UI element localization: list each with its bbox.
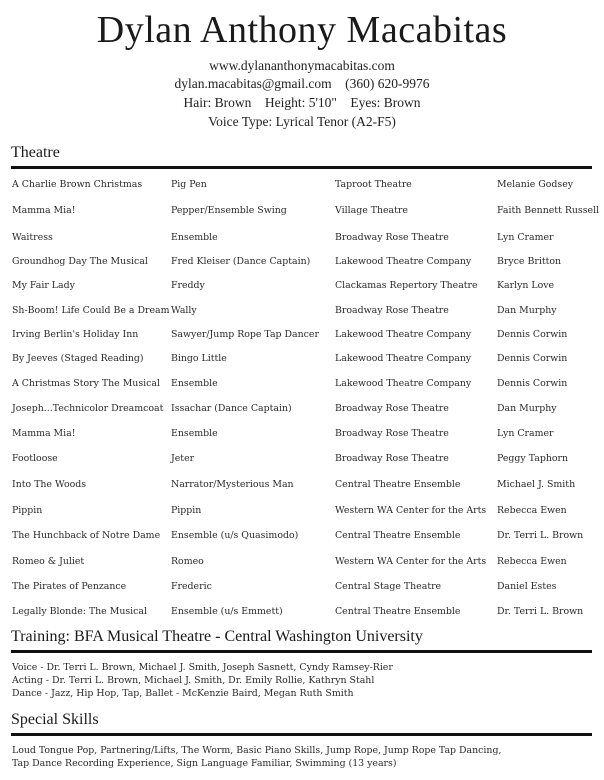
phone-number: (360) 620-9976 — [345, 76, 430, 91]
theatre-company: Taproot Theatre — [335, 179, 412, 190]
theatre-company: Central Theatre Ensemble — [335, 606, 461, 617]
show-title: Legally Blonde: The Musical — [12, 606, 147, 617]
show-title: Pippin — [12, 505, 43, 516]
theatre-company: Central Stage Theatre — [335, 581, 442, 592]
show-title: Waitress — [12, 232, 53, 243]
director: Daniel Estes — [497, 581, 557, 592]
skills-line: Tap Dance Recording Experience, Sign Language Familiar, Swimming (13 years) — [12, 758, 397, 769]
theatre-company: Lakewood Theatre Company — [335, 353, 472, 364]
role: Narrator/Mysterious Man — [171, 479, 294, 490]
director: Dan Murphy — [497, 403, 557, 414]
theatre-company: Lakewood Theatre Company — [335, 256, 472, 267]
director: Peggy Taphorn — [497, 453, 569, 464]
director: Melanie Godsey — [497, 179, 574, 190]
role: Wally — [171, 305, 197, 316]
skills-divider — [11, 733, 592, 736]
theatre-company: Western WA Center for the Arts — [335, 505, 487, 516]
role: Pippin — [171, 505, 202, 516]
theatre-company: Broadway Rose Theatre — [335, 428, 449, 439]
show-title: Mamma Mia! — [12, 428, 76, 439]
theatre-company: Lakewood Theatre Company — [335, 329, 472, 340]
email-phone-line — [0, 76, 604, 92]
theatre-company: Village Theatre — [335, 205, 408, 216]
role: Bingo Little — [171, 353, 227, 364]
theatre-company: Broadway Rose Theatre — [335, 403, 449, 414]
role: Frederic — [171, 581, 212, 592]
director: Bryce Britton — [497, 256, 562, 267]
theatre-divider — [11, 166, 592, 169]
training-heading: Training: BFA Musical Theatre - Central Washington University — [11, 628, 423, 645]
role: Romeo — [171, 556, 204, 567]
show-title: Footloose — [12, 453, 58, 464]
role: Jeter — [171, 453, 195, 464]
hair-color: Hair: Brown — [183, 95, 252, 110]
director: Dennis Corwin — [497, 353, 568, 364]
resume-name: Dylan Anthony Macabitas — [96, 9, 508, 51]
theatre-company: Central Theatre Ensemble — [335, 530, 461, 541]
stats-line — [0, 95, 604, 111]
director: Dr. Terri L. Brown — [497, 606, 584, 617]
show-title: Romeo & Juliet — [12, 556, 85, 567]
theatre-company: Central Theatre Ensemble — [335, 479, 461, 490]
director: Michael J. Smith — [497, 479, 576, 490]
show-title: A Christmas Story The Musical — [12, 378, 160, 389]
show-title: Into The Woods — [12, 479, 87, 490]
website-line — [0, 58, 604, 74]
theatre-company: Western WA Center for the Arts — [335, 556, 487, 567]
show-title: The Pirates of Penzance — [12, 581, 127, 592]
show-title: Irving Berlin's Holiday Inn — [12, 329, 139, 340]
director: Rebecca Ewen — [497, 505, 567, 516]
eye-color: Eyes: Brown — [350, 95, 421, 110]
role: Issachar (Dance Captain) — [171, 403, 292, 414]
role: Ensemble — [171, 232, 218, 243]
director: Faith Bennett Russell — [497, 205, 600, 216]
skills-line: Loud Tongue Pop, Partnering/Lifts, The Worm, Basic Piano Skills, Jump Rope, Jump Rope Tap Dancing, — [12, 745, 502, 756]
show-title: By Jeeves (Staged Reading) — [12, 353, 144, 364]
role: Ensemble (u/s Emmett) — [171, 606, 283, 617]
role: Fred Kleiser (Dance Captain) — [171, 256, 311, 267]
role: Pig Pen — [171, 179, 207, 190]
theatre-company: Broadway Rose Theatre — [335, 453, 449, 464]
skills-details — [12, 744, 501, 770]
theatre-company: Broadway Rose Theatre — [335, 232, 449, 243]
director: Karlyn Love — [497, 280, 555, 291]
role: Ensemble — [171, 378, 218, 389]
show-title: Sh-Boom! Life Could Be a Dream — [12, 305, 170, 316]
email-link[interactable]: dylan.macabitas@gmail.com — [174, 76, 332, 91]
role: Freddy — [171, 280, 205, 291]
role: Ensemble — [171, 428, 218, 439]
director: Rebecca Ewen — [497, 556, 567, 567]
director: Lyn Cramer — [497, 428, 554, 439]
height: Height: 5'10" — [264, 95, 337, 110]
show-title: Joseph...Technicolor Dreamcoat — [12, 403, 164, 414]
website-link[interactable]: www.dylananthonymacabitas.com — [209, 58, 395, 73]
theatre-company: Clackamas Repertory Theatre — [335, 280, 478, 291]
show-title: A Charlie Brown Christmas — [12, 179, 143, 190]
director: Lyn Cramer — [497, 232, 554, 243]
role: Pepper/Ensemble Swing — [171, 205, 287, 216]
show-title: Groundhog Day The Musical — [12, 256, 148, 267]
director: Dr. Terri L. Brown — [497, 530, 584, 541]
director: Dennis Corwin — [497, 378, 568, 389]
training-dance-line: Dance - Jazz, Hip Hop, Tap, Ballet - McKenzie Baird, Megan Ruth Smith — [12, 688, 354, 699]
theatre-company: Lakewood Theatre Company — [335, 378, 472, 389]
training-voice-line: Voice - Dr. Terri L. Brown, Michael J. Smith, Joseph Sasnett, Cyndy Ramsey-Rier — [12, 662, 393, 673]
training-divider — [11, 650, 592, 653]
training-acting-line: Acting - Dr. Terri L. Brown, Michael J. Smith, Dr. Emily Rollie, Kathryn Stahl — [12, 675, 375, 686]
show-title: My Fair Lady — [12, 280, 75, 291]
training-details — [12, 661, 393, 700]
skills-heading: Special Skills — [11, 711, 99, 728]
director: Dan Murphy — [497, 305, 557, 316]
theatre-company: Broadway Rose Theatre — [335, 305, 449, 316]
theatre-heading: Theatre — [11, 144, 60, 161]
show-title: Mamma Mia! — [12, 205, 76, 216]
voice-type-line: Voice Type: Lyrical Tenor (A2-F5) — [208, 114, 396, 129]
role: Sawyer/Jump Rope Tap Dancer — [171, 329, 319, 340]
role: Ensemble (u/s Quasimodo) — [171, 530, 299, 541]
director: Dennis Corwin — [497, 329, 568, 340]
show-title: The Hunchback of Notre Dame — [12, 530, 161, 541]
